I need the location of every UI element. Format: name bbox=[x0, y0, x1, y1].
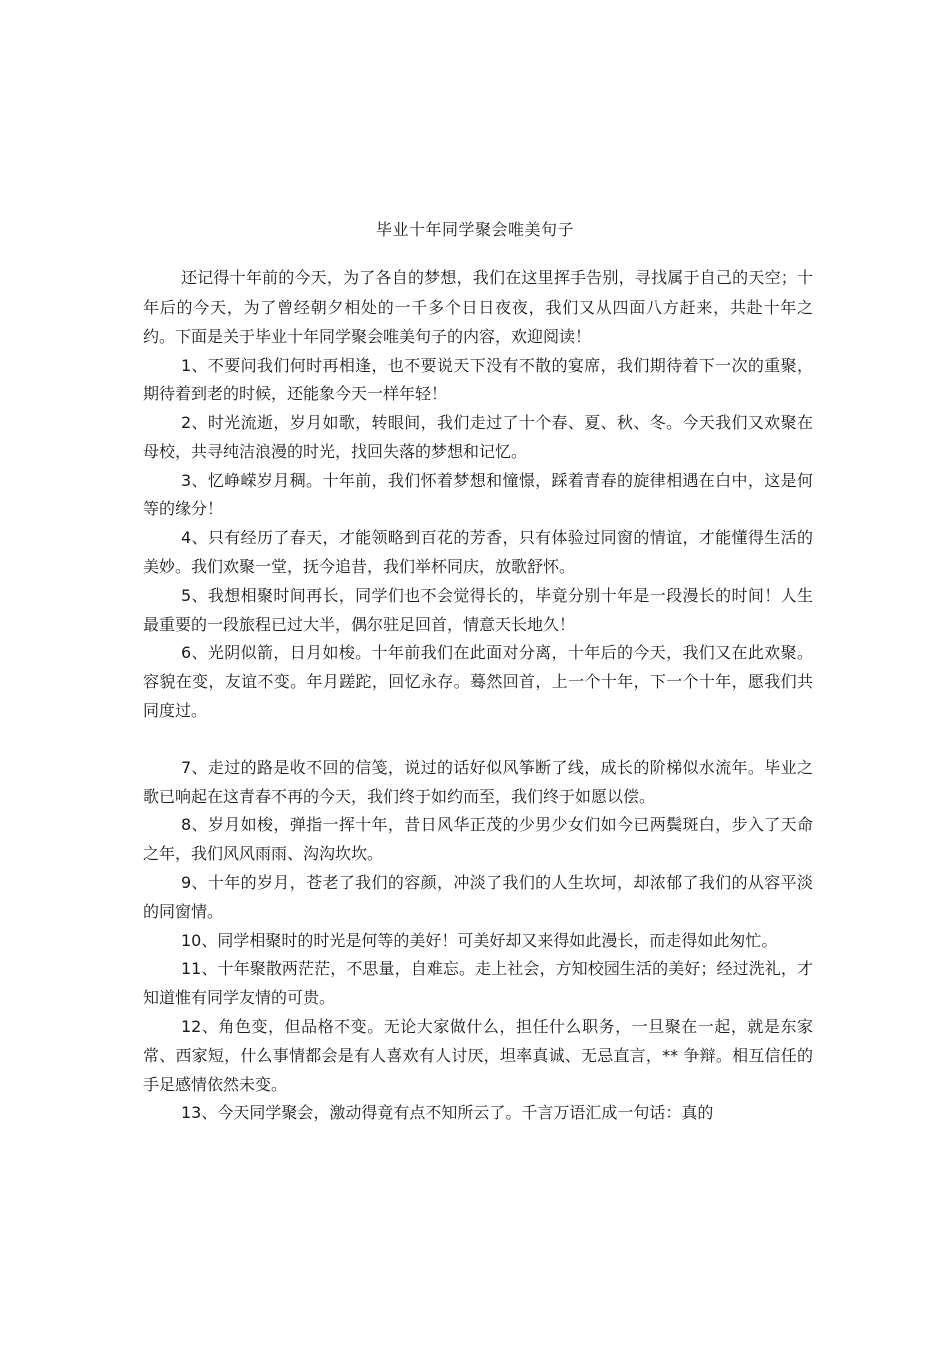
intro-paragraph: 还记得十年前的今天，为了各自的梦想，我们在这里挥手告别，寻找属于自己的天空；十年后的今天，为了曾经朝夕相处的一千多个日日夜夜，我们又从四面八方赶来，共赴十年之约。下面是关于毕业十年同学聚会唯美句子的内容，欢迎阅读！ bbox=[143, 268, 813, 346]
list-item: 12、角色变，但品格不变。无论大家做什么，担任什么职务，一旦聚在一起，就是东家常、西家短，什么事情都会是有人喜欢有人讨厌，坦率真诚、无忌直言，** 争辩。相互信任的手足感情依然未变。 bbox=[143, 1017, 813, 1094]
list-item: 10、同学相聚时的时光是何等的美好！可美好却又来得如此漫长，而走得如此匆忙。 bbox=[181, 930, 778, 950]
list-item: 6、光阴似箭，日月如梭。十年前我们在此面对分离，十年后的今天，我们又在此欢聚。容貌在变，友谊不变。年月蹉跎，回忆永存。蓦然回首，上一个十年，下一个十年，愿我们共同度过。 bbox=[143, 643, 813, 721]
list-item: 3、忆峥嵘岁月稠。十年前，我们怀着梦想和憧憬，踩着青春的旋律相遇在白中，这是何等的缘分！ bbox=[143, 470, 813, 519]
document-body bbox=[143, 263, 813, 1128]
list-item: 11、十年聚散两茫茫，不思量，自难忘。走上社会，方知校园生活的美好；经过洗礼，才知道惟有同学友情的可贵。 bbox=[143, 959, 813, 1008]
list-item: 7、走过的路是收不回的信笺，说过的话好似风筝断了线，成长的阶梯似水流年。毕业之歌已响起在这青春不再的今天，我们终于如约而至，我们终于如愿以偿。 bbox=[143, 757, 813, 806]
list-item: 13、今天同学聚会，激动得竟有点不知所云了。千言万语汇成一句话：真的 bbox=[181, 1103, 714, 1123]
list-item: 9、十年的岁月，苍老了我们的容颜，冲淡了我们的人生坎坷，却浓郁了我们的从容平淡的同窗情。 bbox=[143, 873, 813, 921]
list-item: 8、岁月如梭，弹指一挥十年，昔日风华正茂的少男少女们如今已两鬓斑白，步入了天命之年，我们风风雨雨、沟沟坎坎。 bbox=[143, 815, 813, 864]
list-item: 2、时光流逝，岁月如歌，转眼间，我们走过了十个春、夏、秋、冬。今天我们又欢聚在母校，共寻纯洁浪漫的时光，找回失落的梦想和记忆。 bbox=[143, 413, 813, 461]
document-title: 毕业十年同学聚会唯美句子 bbox=[375, 220, 574, 239]
list-item: 4、只有经历了春天，才能领略到百花的芳香，只有体验过同窗的情谊，才能懂得生活的美妙。我们欢聚一堂，抚今追昔，我们举杯同庆，放歌舒怀。 bbox=[143, 528, 813, 577]
list-item: 1、不要问我们何时再相逢，也不要说天下没有不散的宴席，我们期待着下一次的重聚，期待着到老的时候，还能象今天一样年轻！ bbox=[143, 355, 813, 404]
list-item: 5、我想相聚时间再长，同学们也不会觉得长的，毕竟分别十年是一段漫长的时间！人生最重要的一段旅程已过大半，偶尔驻足回首，情意天长地久！ bbox=[143, 585, 813, 634]
